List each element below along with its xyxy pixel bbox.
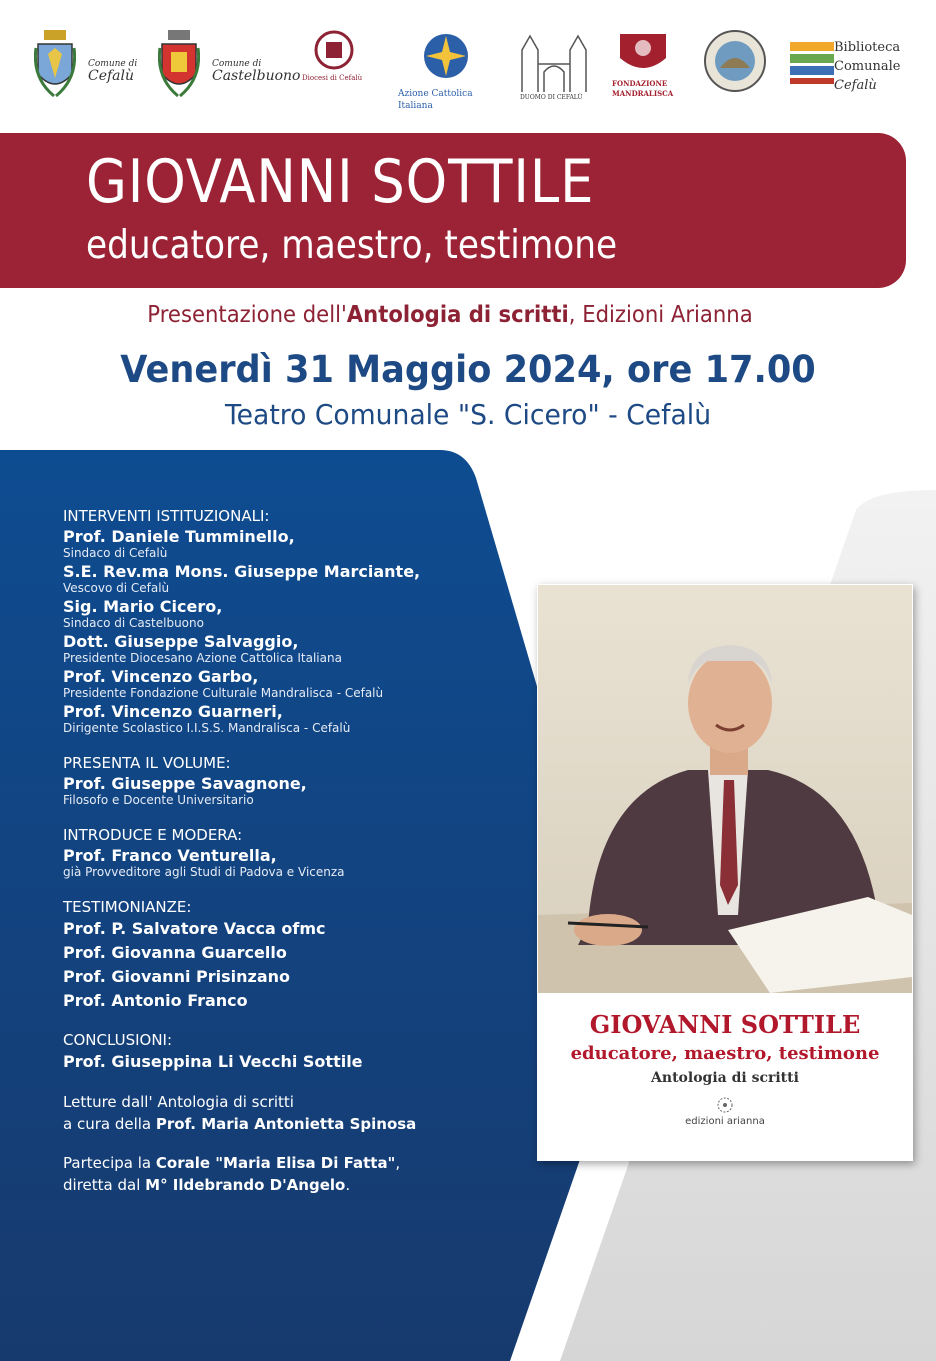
corale-line-1 [63,1152,420,1174]
biblioteca-label-1: Biblioteca [834,40,901,55]
round-seal-icon [702,28,768,94]
event-date: Venerdì 31 Maggio 2024, ore 17.00 [120,348,816,391]
logos-row [0,28,936,111]
presentation-prefix: Presentazione dell' [147,302,347,328]
presenter-role: Filosofo e Docente Universitario [63,793,254,807]
diocesi-seal-icon [294,28,382,74]
presenter-name: Prof. Giuseppe Savagnone, [63,774,307,793]
speaker-name: Prof. Vincenzo Guarneri, [63,702,283,721]
speaker-name: Sig. Mario Cicero, [63,597,223,616]
presentation-highlight: Antologia di scritti [346,302,569,328]
director-prefix: diretta dal [63,1176,146,1194]
presentation-suffix: , Edizioni Arianna [568,302,753,328]
speaker-role: Sindaco di Cefalù [63,546,168,560]
book-subtitle: educatore, maestro, testimone [570,1043,880,1064]
castelbuono-crest-icon [158,28,200,100]
witness-name: Prof. Antonio Franco [63,991,248,1010]
letture-line-1: Letture dall' Antologia di scritti [63,1093,294,1111]
speaker-role: Presidente Diocesano Azione Cattolica Italiana [63,651,342,665]
corale-suffix: , [395,1154,401,1172]
moderator-name: Prof. Franco Venturella, [63,846,277,865]
logo-azione-cattolica [396,28,508,111]
castelbuono-label-2: Castelbuono [212,68,301,84]
biblioteca-label-3: Cefalù [834,78,877,93]
letture-line-2 [63,1113,420,1135]
speaker-role: Presidente Fondazione Culturale Mandralisca - Cefalù [63,686,384,700]
logo-duomo [514,28,594,106]
main-title: GIOVANNI SOTTILE [86,147,595,217]
cefalu-label-1: Comune di [88,59,138,69]
book-subtitle-2: Antologia di scritti [651,1070,799,1086]
program-list [63,506,420,1196]
logo-fondazione-mandralisca [610,28,680,106]
witness-name: Prof. Giovanni Prisinzano [63,967,291,986]
section-heading-testimonianze: TESTIMONIANZE: [63,898,192,916]
logo-comune-castelbuono [158,28,301,106]
mandralisca-emblem-icon [610,28,680,78]
logo-comune-cefalu [34,28,144,106]
castelbuono-label-1: Comune di [212,59,262,69]
section-heading-introduce: INTRODUCE E MODERA: [63,826,243,844]
speaker-name: Prof. Vincenzo Garbo, [63,667,259,686]
section-heading-presenta: PRESENTA IL VOLUME: [63,754,231,772]
speaker-name: S.E. Rev.ma Mons. Giuseppe Marciante, [63,562,421,581]
speaker-role: Vescovo di Cefalù [63,581,170,595]
director-suffix: . [345,1176,351,1194]
portrait-photo [538,585,912,993]
logo-diocesi-cefalu [294,28,382,106]
presentation-line [36,302,864,328]
event-venue: Teatro Comunale "S. Cicero" - Cefalù [224,398,712,431]
cefalu-crest-icon [34,28,76,100]
letture-prefix: a cura della [63,1115,156,1133]
corale-name: Corale "Maria Elisa Di Fatta" [155,1154,396,1172]
mandralisca-label-2: MANDRALISCA [612,89,674,98]
director-name: M° Ildebrando D'Angelo [145,1176,346,1194]
speaker-role: Dirigente Scolastico I.I.S.S. Mandralisca - Cefalù [63,721,351,735]
speaker-role: Sindaco di Castelbuono [63,616,204,630]
publisher-logo-icon [716,1096,734,1114]
witness-name: Prof. Giovanna Guarcello [63,943,287,962]
conclusion-name: Prof. Giuseppina Li Vecchi Sottile [63,1052,363,1071]
logo-biblioteca-comunale [790,28,920,106]
book-publisher: edizioni arianna [685,1116,765,1127]
section-heading-conclusioni: CONCLUSIONI: [63,1031,173,1049]
azione-label: Azione Cattolica Italiana [398,89,473,111]
diocesi-label: Diocesi di Cefalù [302,74,363,82]
speaker-name: Dott. Giuseppe Salvaggio, [63,632,299,651]
moderator-role: già Provveditore agli Studi di Padova e Vicenza [63,865,345,879]
cathedral-icon [514,28,594,92]
corale-prefix: Partecipa la [63,1154,156,1172]
books-icon [790,28,836,84]
logo-round-seal [702,28,768,106]
corale-line-2 [63,1174,420,1196]
biblioteca-label-2: Comunale [834,59,901,74]
book-title: GIOVANNI SOTTILE [589,1010,861,1039]
main-subtitle: educatore, maestro, testimone [86,223,618,268]
duomo-label: DUOMO DI CEFALÙ [520,94,583,101]
section-heading-interventi: INTERVENTI ISTITUZIONALI: [63,507,270,525]
azione-cattolica-icon [396,28,508,84]
cefalu-label-2: Cefalù [88,68,135,84]
speaker-name: Prof. Daniele Tumminello, [63,527,295,546]
letture-reader: Prof. Maria Antonietta Spinosa [155,1115,417,1133]
witness-name: Prof. P. Salvatore Vacca ofmc [63,919,326,938]
mandralisca-label-1: FONDAZIONE [612,79,668,88]
